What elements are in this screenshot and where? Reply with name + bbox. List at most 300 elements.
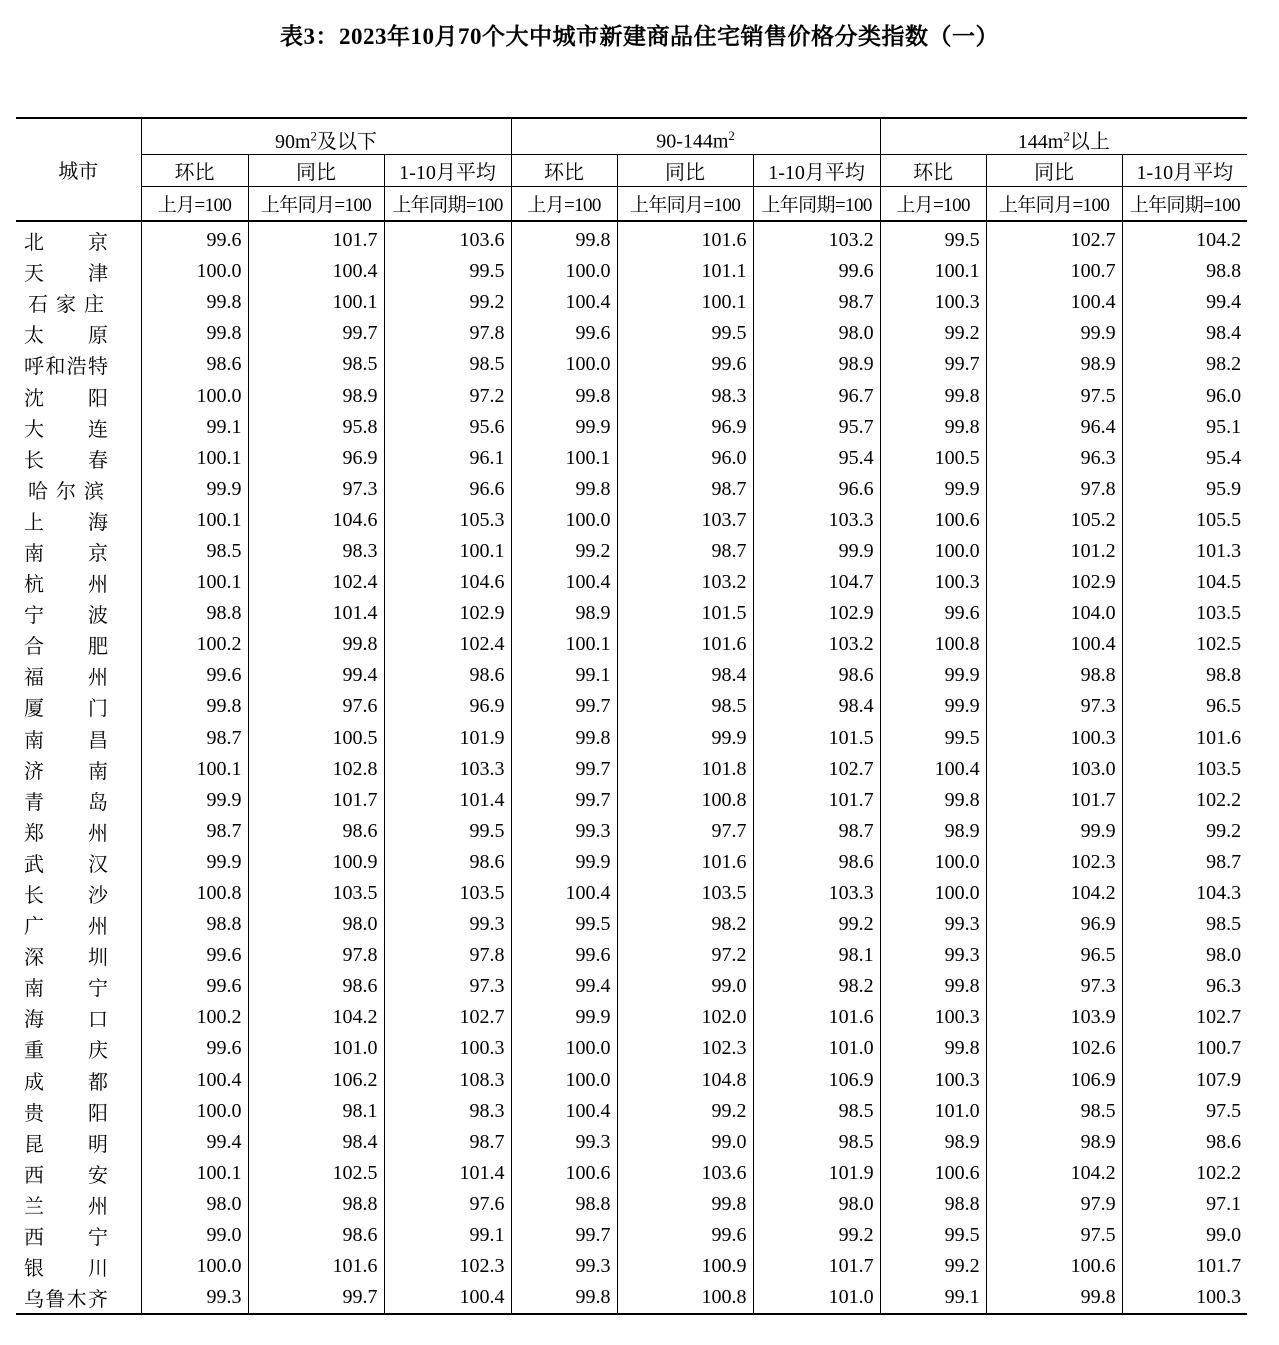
city-cell [16,412,141,443]
value-cell: 100.1 [511,443,617,474]
value-cell: 99.2 [1122,816,1247,847]
value-cell: 101.7 [753,785,880,816]
value-cell: 100.1 [880,256,986,287]
city-cell [16,287,141,318]
table-row [16,1251,1247,1282]
value-cell: 98.3 [384,1096,511,1127]
value-cell: 102.7 [753,754,880,785]
table-row [16,1033,1247,1064]
city-name: 合肥 [24,636,108,659]
value-cell: 108.3 [384,1065,511,1096]
value-cell: 98.9 [753,349,880,380]
value-cell: 96.3 [1122,971,1247,1002]
value-cell: 99.6 [511,318,617,349]
value-cell: 102.3 [384,1251,511,1282]
value-cell: 100.0 [141,1251,248,1282]
value-cell: 95.7 [753,412,880,443]
value-cell: 98.8 [1122,256,1247,287]
value-cell: 98.8 [248,1189,384,1220]
value-cell: 98.8 [141,598,248,629]
value-cell: 96.5 [986,940,1122,971]
value-cell: 96.6 [753,474,880,505]
value-cell: 101.5 [753,723,880,754]
value-cell: 96.0 [617,443,753,474]
value-cell: 96.0 [1122,380,1247,411]
city-cell [16,598,141,629]
value-cell: 99.8 [880,971,986,1002]
value-cell: 99.6 [141,660,248,691]
value-cell: 101.6 [1122,723,1247,754]
value-cell: 101.9 [753,1158,880,1189]
table-row [16,505,1247,536]
value-cell: 98.0 [248,909,384,940]
value-cell: 100.0 [511,1033,617,1064]
value-cell: 101.6 [753,1002,880,1033]
city-cell [16,567,141,598]
table-row [16,221,1247,256]
value-cell: 99.7 [880,349,986,380]
subheader-mom: 环比 [880,155,986,187]
subheader-mom: 环比 [511,155,617,187]
value-cell: 100.4 [986,287,1122,318]
value-cell: 100.8 [880,629,986,660]
value-cell: 104.6 [384,567,511,598]
table-row [16,1127,1247,1158]
value-cell: 99.5 [880,1220,986,1251]
value-cell: 97.6 [248,691,384,722]
value-cell: 103.2 [753,629,880,660]
value-cell: 98.6 [248,971,384,1002]
value-cell: 98.5 [986,1096,1122,1127]
city-name: 银川 [24,1258,108,1281]
value-cell: 101.4 [248,598,384,629]
city-cell [16,380,141,411]
value-cell: 103.9 [986,1002,1122,1033]
value-cell: 99.6 [141,221,248,256]
value-cell: 100.1 [141,754,248,785]
value-cell: 96.9 [986,909,1122,940]
city-cell [16,723,141,754]
city-cell [16,629,141,660]
value-cell: 97.2 [617,940,753,971]
value-cell: 98.1 [753,940,880,971]
subheader-yoy: 同比 [248,155,384,187]
value-cell: 95.1 [1122,412,1247,443]
value-cell: 102.7 [986,221,1122,256]
city-name: 石家庄 [28,294,104,317]
city-cell [16,971,141,1002]
city-name: 厦门 [24,698,108,721]
value-cell: 99.8 [511,474,617,505]
value-cell: 96.4 [986,412,1122,443]
value-cell: 100.1 [617,287,753,318]
value-cell: 99.9 [880,660,986,691]
city-cell [16,1189,141,1220]
group-header-90-below: $90m^2$及以下 [141,118,511,155]
value-cell: 102.0 [617,1002,753,1033]
value-cell: 98.9 [880,1127,986,1158]
value-cell: 101.5 [617,598,753,629]
value-cell: 101.0 [753,1282,880,1314]
city-name: 武汉 [24,853,108,876]
value-cell: 98.5 [1122,909,1247,940]
value-cell: 99.7 [248,1282,384,1314]
value-cell: 100.0 [511,256,617,287]
city-cell [16,1065,141,1096]
value-cell: 100.2 [141,1002,248,1033]
city-name: 郑州 [24,822,108,845]
city-cell [16,474,141,505]
value-cell: 101.6 [248,1251,384,1282]
table-row [16,443,1247,474]
value-cell: 100.3 [880,1002,986,1033]
value-cell: 103.3 [384,754,511,785]
city-cell [16,1158,141,1189]
value-cell: 101.0 [248,1033,384,1064]
value-cell: 96.3 [986,443,1122,474]
value-cell: 106.9 [753,1065,880,1096]
value-cell: 98.9 [986,349,1122,380]
city-name: 北京 [24,232,108,255]
subheader-yoy: 同比 [617,155,753,187]
value-cell: 102.3 [986,847,1122,878]
city-name: 西安 [24,1164,108,1187]
value-cell: 101.3 [1122,536,1247,567]
value-cell: 104.2 [1122,221,1247,256]
table-row [16,474,1247,505]
price-index-table [16,117,1247,1315]
city-name: 南宁 [24,978,108,1001]
value-cell: 100.5 [248,723,384,754]
header-row-base [16,187,1247,222]
value-cell: 98.5 [248,349,384,380]
value-cell: 105.5 [1122,505,1247,536]
value-cell: 97.5 [1122,1096,1247,1127]
value-cell: 100.3 [880,1065,986,1096]
value-cell: 100.4 [141,1065,248,1096]
value-cell: 101.7 [248,221,384,256]
table-row [16,567,1247,598]
value-cell: 100.3 [880,287,986,318]
value-cell: 97.8 [248,940,384,971]
value-cell: 100.0 [141,1096,248,1127]
value-cell: 99.9 [880,691,986,722]
value-cell: 99.6 [617,349,753,380]
value-cell: 104.5 [1122,567,1247,598]
value-cell: 97.3 [986,691,1122,722]
table-row [16,598,1247,629]
table-row [16,1096,1247,1127]
value-cell: 104.0 [986,598,1122,629]
city-name: 西宁 [24,1227,108,1250]
city-name: 天津 [24,263,108,286]
value-cell: 102.9 [753,598,880,629]
value-cell: 104.7 [753,567,880,598]
table-row [16,971,1247,1002]
value-cell: 103.3 [753,505,880,536]
value-cell: 99.2 [384,287,511,318]
value-cell: 99.4 [511,971,617,1002]
city-name: 济南 [24,760,108,783]
table-row [16,723,1247,754]
value-cell: 98.4 [753,691,880,722]
value-cell: 99.8 [880,380,986,411]
value-cell: 95.9 [1122,474,1247,505]
value-cell: 96.5 [1122,691,1247,722]
table-row [16,1002,1247,1033]
value-cell: 106.2 [248,1065,384,1096]
value-cell: 99.9 [511,847,617,878]
city-cell [16,349,141,380]
value-cell: 99.5 [384,256,511,287]
table-row [16,1065,1247,1096]
base-label-prev-month: 上月=100 [141,187,248,222]
value-cell: 99.1 [511,660,617,691]
value-cell: 99.9 [141,474,248,505]
city-cell [16,691,141,722]
value-cell: 98.7 [617,474,753,505]
value-cell: 98.2 [753,971,880,1002]
city-name: 上海 [24,511,108,534]
value-cell: 100.0 [880,878,986,909]
value-cell: 99.8 [141,318,248,349]
value-cell: 100.0 [511,349,617,380]
value-cell: 96.1 [384,443,511,474]
value-cell: 97.5 [986,380,1122,411]
table-row [16,349,1247,380]
value-cell: 99.9 [141,847,248,878]
value-cell: 101.2 [986,536,1122,567]
value-cell: 99.6 [141,971,248,1002]
value-cell: 99.9 [617,723,753,754]
value-cell: 103.3 [753,878,880,909]
value-cell: 98.2 [617,909,753,940]
value-cell: 100.0 [511,505,617,536]
value-cell: 100.2 [141,629,248,660]
city-cell [16,1033,141,1064]
value-cell: 99.0 [141,1220,248,1251]
city-name: 南昌 [24,729,108,752]
value-cell: 100.1 [141,443,248,474]
city-name: 杭州 [24,574,108,597]
city-name: 太原 [24,325,108,348]
city-cell [16,940,141,971]
page-title: 表3：2023年10月70个大中城市新建商品住宅销售价格分类指数（一） [280,24,999,49]
value-cell: 100.9 [248,847,384,878]
city-name: 长沙 [24,885,108,908]
city-name: 深圳 [24,947,108,970]
value-cell: 98.7 [141,816,248,847]
table-row [16,380,1247,411]
value-cell: 99.8 [986,1282,1122,1314]
value-cell: 105.3 [384,505,511,536]
city-column-header: 城市 [16,118,141,221]
value-cell: 100.5 [880,443,986,474]
value-cell: 101.7 [248,785,384,816]
city-name: 大连 [24,418,108,441]
city-cell [16,660,141,691]
value-cell: 99.4 [1122,287,1247,318]
value-cell: 99.9 [880,474,986,505]
value-cell: 103.6 [617,1158,753,1189]
value-cell: 99.3 [880,909,986,940]
value-cell: 100.1 [141,567,248,598]
value-cell: 102.9 [986,567,1122,598]
value-cell: 98.3 [248,536,384,567]
table-row [16,847,1247,878]
city-name: 宁波 [24,605,108,628]
value-cell: 100.4 [986,629,1122,660]
table-row [16,785,1247,816]
city-name: 长春 [24,449,108,472]
value-cell: 98.7 [1122,847,1247,878]
value-cell: 100.1 [248,287,384,318]
city-cell [16,1002,141,1033]
value-cell: 99.8 [141,691,248,722]
value-cell: 103.5 [1122,598,1247,629]
value-cell: 99.9 [141,785,248,816]
value-cell: 98.5 [753,1127,880,1158]
base-label-prev-year-month: 上年同月=100 [986,187,1122,222]
value-cell: 98.9 [880,816,986,847]
value-cell: 100.6 [880,1158,986,1189]
value-cell: 96.9 [248,443,384,474]
value-cell: 97.7 [617,816,753,847]
value-cell: 98.6 [248,816,384,847]
value-cell: 99.1 [880,1282,986,1314]
city-name: 重庆 [24,1040,108,1063]
value-cell: 97.6 [384,1189,511,1220]
value-cell: 101.7 [1122,1251,1247,1282]
value-cell: 100.1 [384,536,511,567]
city-cell [16,785,141,816]
table-row [16,256,1247,287]
table-row [16,1282,1247,1314]
value-cell: 100.6 [880,505,986,536]
table-row [16,1220,1247,1251]
value-cell: 105.2 [986,505,1122,536]
table-row [16,909,1247,940]
city-cell [16,221,141,256]
value-cell: 97.8 [384,318,511,349]
value-cell: 101.9 [384,723,511,754]
value-cell: 100.1 [141,505,248,536]
value-cell: 99.3 [880,940,986,971]
value-cell: 96.7 [753,380,880,411]
city-name: 贵阳 [24,1102,108,1125]
value-cell: 100.8 [617,785,753,816]
value-cell: 101.1 [617,256,753,287]
value-cell: 96.9 [384,691,511,722]
table-row [16,536,1247,567]
value-cell: 100.0 [880,847,986,878]
value-cell: 98.4 [1122,318,1247,349]
value-cell: 100.0 [141,256,248,287]
city-cell [16,505,141,536]
value-cell: 99.7 [248,318,384,349]
city-name: 广州 [24,916,108,939]
subheader-avg: 1-10月平均 [753,155,880,187]
value-cell: 95.8 [248,412,384,443]
base-label-prev-month: 上月=100 [511,187,617,222]
city-name: 青岛 [24,791,108,814]
value-cell: 102.5 [1122,629,1247,660]
value-cell: 99.2 [753,909,880,940]
city-name: 乌鲁木齐 [24,1289,108,1312]
value-cell: 98.7 [753,287,880,318]
value-cell: 99.9 [986,816,1122,847]
city-cell [16,1096,141,1127]
value-cell: 99.9 [986,318,1122,349]
value-cell: 100.6 [511,1158,617,1189]
city-cell [16,443,141,474]
value-cell: 100.8 [141,878,248,909]
city-name: 南京 [24,542,108,565]
group-header-144-above: $144m^2$以上 [880,118,1247,155]
value-cell: 100.4 [880,754,986,785]
table-row [16,816,1247,847]
value-cell: 98.4 [617,660,753,691]
value-cell: 98.6 [141,349,248,380]
city-cell [16,816,141,847]
value-cell: 98.6 [384,847,511,878]
value-cell: 99.9 [511,412,617,443]
city-cell [16,754,141,785]
value-cell: 99.7 [511,691,617,722]
value-cell: 99.0 [1122,1220,1247,1251]
value-cell: 99.8 [617,1189,753,1220]
value-cell: 100.7 [986,256,1122,287]
value-cell: 98.9 [511,598,617,629]
city-name: 呼和浩特 [24,356,108,379]
base-label-prev-month: 上月=100 [880,187,986,222]
table-row [16,287,1247,318]
value-cell: 100.4 [511,1096,617,1127]
value-cell: 98.6 [248,1220,384,1251]
value-cell: 102.4 [384,629,511,660]
value-cell: 99.4 [141,1127,248,1158]
city-name: 福州 [24,667,108,690]
value-cell: 100.8 [617,1282,753,1314]
table-row [16,878,1247,909]
value-cell: 98.3 [617,380,753,411]
value-cell: 101.4 [384,785,511,816]
value-cell: 100.3 [384,1033,511,1064]
value-cell: 103.5 [248,878,384,909]
subheader-yoy: 同比 [986,155,1122,187]
value-cell: 98.0 [753,318,880,349]
value-cell: 99.8 [511,380,617,411]
value-cell: 99.2 [880,1251,986,1282]
value-cell: 99.5 [880,221,986,256]
value-cell: 104.3 [1122,878,1247,909]
table-row [16,318,1247,349]
value-cell: 98.8 [1122,660,1247,691]
value-cell: 98.8 [141,909,248,940]
value-cell: 95.4 [1122,443,1247,474]
value-cell: 99.1 [384,1220,511,1251]
city-name: 昆明 [24,1133,108,1156]
value-cell: 100.3 [1122,1282,1247,1314]
value-cell: 100.6 [986,1251,1122,1282]
value-cell: 102.2 [1122,1158,1247,1189]
value-cell: 100.7 [1122,1033,1247,1064]
base-label-prev-year-period: 上年同期=100 [384,187,511,222]
value-cell: 98.5 [753,1096,880,1127]
value-cell: 97.8 [384,940,511,971]
value-cell: 103.2 [617,567,753,598]
value-cell: 99.6 [880,598,986,629]
